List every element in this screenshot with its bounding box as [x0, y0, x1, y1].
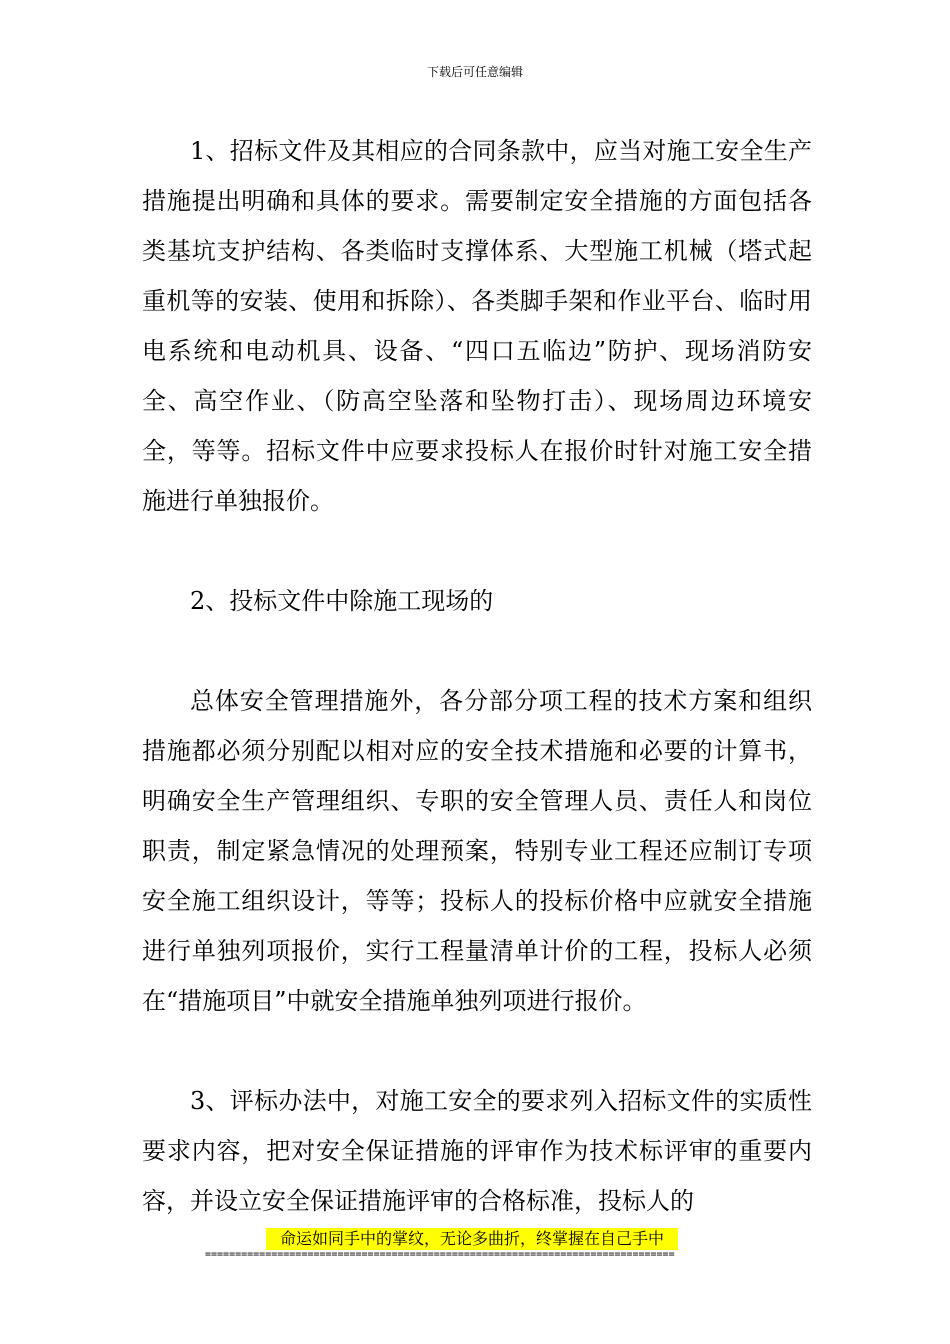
- footer-motto: 命运如同手中的掌纹，无论多曲折，终掌握在自己手中: [266, 1228, 678, 1250]
- page-header-note: 下载后可任意编辑: [426, 65, 523, 79]
- footer-divider: ==============================================================================: [205, 1249, 675, 1260]
- paragraph-4: 3、评标办法中，对施工安全的要求列入招标文件的实质性要求内容，把对安全保证措施的评审作为技术标评审的重要内容，并设立安全保证措施评审的合格标准，投标人的: [142, 1087, 812, 1215]
- paragraph-2: 2、投标文件中除施工现场的: [190, 587, 494, 615]
- document-body: [142, 126, 812, 1226]
- paragraph-1: 1、招标文件及其相应的合同条款中，应当对施工安全生产措施提出明确和具体的要求。需要制定安全措施的方面包括各类基坑支护结构、各类临时支撑体系、大型施工机械（塔式起重机等的安装、使用和拆除）、各类脚手架和作业平台、临时用电系统和电动机具、设备、“四口五临边”防护、现场消防安全、高空作业、（防高空坠落和坠物打击）、现场周边环境安全，等等。招标文件中应要求投标人在报价时针对施工安全措施进行单独报价。: [142, 137, 812, 515]
- paragraph-3: 总体安全管理措施外，各分部分项工程的技术方案和组织措施都必须分别配以相对应的安全技术措施和必要的计算书，明确安全生产管理组织、专职的安全管理人员、责任人和岗位职责，制定紧急情况的处理预案，特别专业工程还应制订专项安全施工组织设计，等等；投标人的投标价格中应就安全措施进行单独列项报价，实行工程量清单计价的工程，投标人必须在“措施项目”中就安全措施单独列项进行报价。: [142, 687, 812, 1015]
